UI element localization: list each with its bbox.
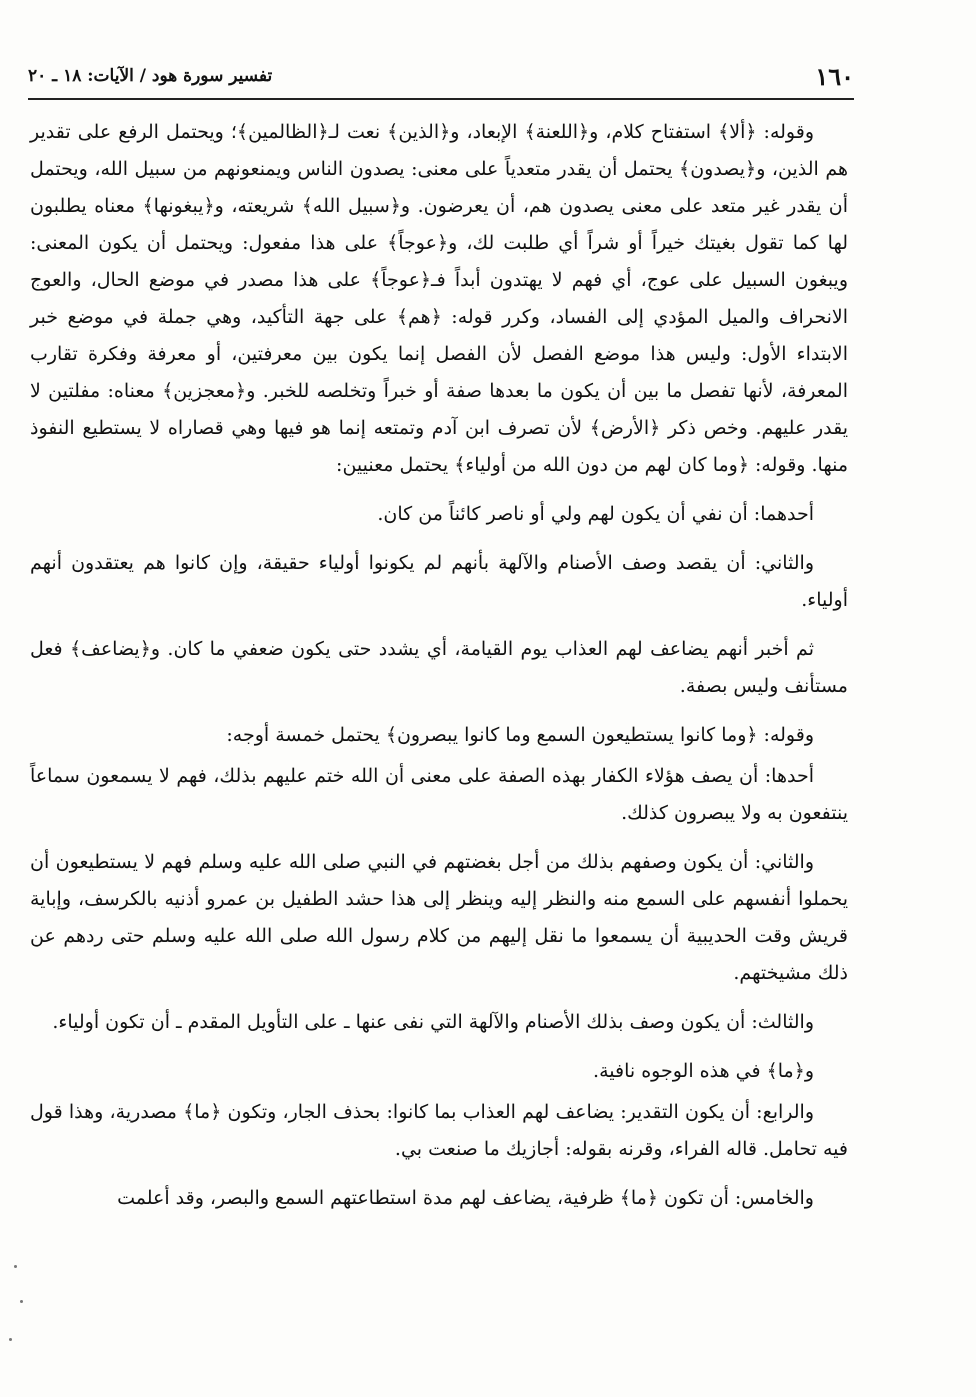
- paragraph: والثالث: أن يكون وصف بذلك الأصنام والآلهة التي نفى عنها ـ على التأويل المقدم ـ أن تكون أولياء.: [52, 1011, 814, 1033]
- paragraph: والخامس: أن تكون ﴿ما﴾ ظرفية، يضاعف لهم مدة استطاعتهم السمع والبصر، وقد أعلمت: [117, 1187, 814, 1209]
- paragraph: أحدها: أن يصف هؤلاء الكفار بهذه الصفة على معنى أن الله ختم عليهم بذلك، فهم لا يسمعون سماعاً ينتفعون به ولا يبصرون كذلك.: [30, 765, 848, 824]
- paragraph: وقوله: ﴿ألا﴾ استفتاح كلام، و﴿اللعنة﴾ الإبعاد، و﴿الذين﴾ نعت لـ﴿الظالمين﴾؛ ويحتمل الرفع على تقدير هم الذين، و﴿يصدون﴾ يحتمل أن يقدر متعدياً على معنى: يصدون الناس ويمنعونهم من سبيل الله، ويحتمل أن يقدر غير متعد على معنى يصدون هم، أن يعرضون. و﴿سبيل الله﴾ شريعته، و﴿يبغونها﴾ معناه يطلبون لها كما تقول بغيتك خيراً أو شراً أي طلبت لك، و﴿عوجاً﴾ على هذا مفعول: ويحتمل أن يكون المعنى: ويبغون السبيل على عوج، أي فهم لا يهتدون أبداً فـ﴿عوجاً﴾ على هذا مصدر في موضع الحال، والعوج الانحراف والميل المؤدي إلى الفساد، وكرر قوله: ﴿هم﴾ على جهة التأكيد، وهي جملة في موضع خبر الابتداء الأول: وليس هذا موضع الفصل لأن الفصل إنما يكون بين معرفتين، أو معرفة وفكرة تقارب المعرفة، لأنها تفصل ما بين أن يكون ما بعدها صفة أو خبراً وتخلصه للخبر. و﴿معجزين﴾ معناه: مفلتين لا يقدر عليهم. وخص ذكر ﴿الأرض﴾ لأن تصرف ابن آدم وتمتعه إنما هو فيها وهي قصاراه لا يستطيع النفوذ منها. وقوله: ﴿وما كان لهم من دون الله من أولياء﴾ يحتمل معنيين:: [30, 121, 849, 476]
- paragraph: و﴿ما﴾ في هذه الوجوه نافية.: [593, 1060, 814, 1082]
- page-number: ١٦٠: [815, 62, 854, 91]
- paragraph: والثاني: أن يقصد وصف الأصنام والآلهة بأنهم لم يكونوا أولياء حقيقة، وإن كانوا هم يعتقدون أنهم أولياء.: [30, 552, 848, 611]
- paragraph: أحدهما: أن نفي أن يكون لهم ولي أو ناصر كائناً من كان.: [377, 503, 814, 525]
- paragraph: ثم أخبر أنهم يضاعف لهم العذاب يوم القيامة، أي يشدد حتى يكون ضعفي ما كان. و﴿يضاعف﴾ فعل مستأنف وليس بصفة.: [30, 638, 848, 697]
- scan-speck: [20, 1300, 23, 1303]
- paragraph: وقوله: ﴿وما كانوا يستطيعون السمع وما كانوا يبصرون﴾ يحتمل خمسة أوجه:: [226, 724, 814, 746]
- running-title: تفسير سورة هود / الآيات: ١٨ ـ ٢٠: [28, 66, 273, 86]
- paragraph: والرابع: أن يكون التقدير: يضاعف لهم العذاب بما كانوا: بحذف الجار، وتكون ﴿ما﴾ مصدرية، وهذا قول فيه تحامل. قاله الفراء، وقرنه بقوله: أجازيك ما صنعت بي.: [30, 1101, 848, 1160]
- paragraph: والثاني: أن يكون وصفهم بذلك من أجل بغضتهم في النبي صلى الله عليه وسلم فهم لا يستطيعون أن يحملوا أنفسهم على السمع منه والنظر إليه وينظر إلى هذا حشد الطفيل بن عمرو أذنيه بالكرسف، وإباية قريش وقت الحديبية أن يسمعوا ما نقل إليهم من كلام رسول الله صلى الله عليه وسلم حتى ردهم عن ذلك مشيختهم.: [30, 851, 848, 984]
- page-header: [28, 58, 854, 100]
- scan-speck: [14, 1265, 17, 1268]
- commentary-text: [30, 114, 848, 1221]
- scan-speck: [9, 1338, 12, 1341]
